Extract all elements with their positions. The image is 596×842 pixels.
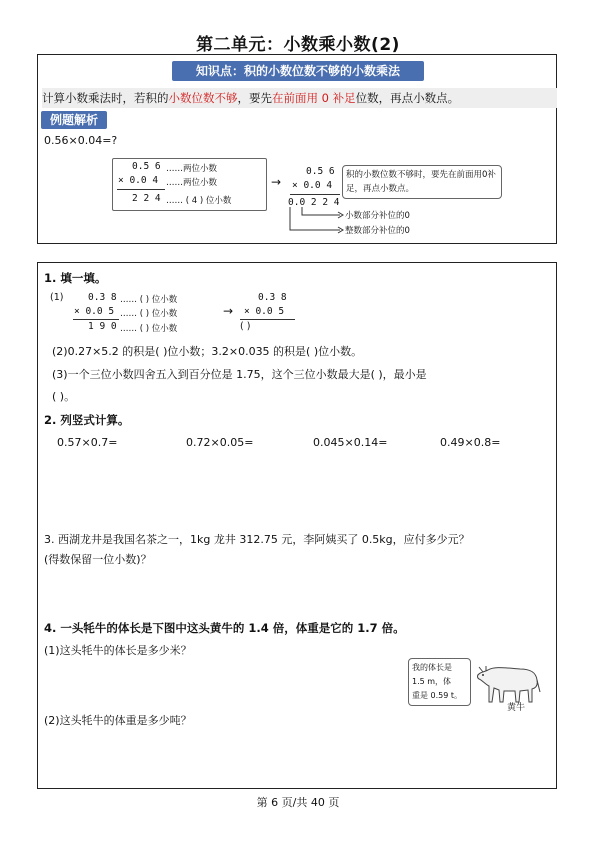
example-note2: ……两位小数 [166,178,218,188]
q2-title: 2. 列竖式计算。 [44,413,130,427]
q1-b-underline [240,319,295,320]
q4-sub2: (2)这头牦牛的体重是多少吨？ [44,714,192,727]
q2-item: 0.57×0.7= [57,436,118,449]
rule-part4: 在前面用 0 补足 [272,91,356,105]
arrow-small-part [302,207,340,215]
example-result-line3: 0.0 2 2 4 [288,197,340,208]
cow-label: 黄牛 [507,703,526,713]
q4-sub1: (1)这头牦牛的体长是多少米？ [44,644,192,657]
example-result-underline [290,194,340,195]
q1-b-answer-blank[interactable]: ( ) [240,321,251,332]
example-line3: 2 2 4 [132,193,161,204]
example-note1: ……两位小数 [166,164,218,174]
q1-a-note2: …… ( ) 位小数 [120,309,178,319]
exercise-box [37,262,557,789]
example-label1: 小数部分补位的0 [345,211,410,221]
cow-speech-bubble [408,658,471,706]
rule-part2: 小数位数不够 [168,91,238,105]
example-side-note: 积的小数位数不够时，要先在前面用0补足，再点小数点。 [342,165,502,199]
example-result-line2: × 0.0 4 [292,180,333,191]
bubble-line3: 重是 0.59 t。 [412,691,463,700]
q2-item: 0.49×0.8= [440,436,501,449]
example-label2: 整数部分补位的0 [345,226,410,236]
example-line2: × 0.0 4 [118,175,159,186]
page-footer: 第 6 页/共 40 页 [256,796,340,809]
q1-a-line2: × 0.0 5 [74,306,115,317]
q2-item: 0.72×0.05= [186,436,254,449]
q1-a-line3: 1 9 0 [88,321,117,332]
rule-part3: ，要先 [237,91,272,105]
bubble-line2: 1.5 m，体 [412,677,452,686]
q1-a-note3: …… ( ) 位小数 [120,324,178,334]
q1-a-note1: …… ( ) 位小数 [120,295,178,305]
knowledge-point-banner: 知识点：积的小数位数不够的小数乘法 [172,61,424,81]
q1-a-underline [73,319,119,320]
q1-sub3-line2: ( )。 [52,390,76,403]
q1-title: 1. 填一填。 [44,271,107,285]
q1-sub3-line1: (3)一个三位小数四舍五入到百分位是 1.75，这个三位小数最大是( )，最小是 [52,368,427,381]
example-note3: …… ( 4 ) 位小数 [166,196,232,206]
q1-sub2: (2)0.27×5.2 的积是( )位小数；3.2×0.035 的积是( )位小数。 [52,345,363,358]
rule-text [42,88,557,108]
example-result-line1: 0.5 6 [306,166,335,177]
q3-line1: 3. 西湖龙井是我国名茶之一，1kg 龙井 312.75 元，李阿姨买了 0.5kg，应付多少元？ [44,533,470,546]
q1-b-line1: 0.3 8 [258,292,287,303]
arrow-icon: → [271,175,282,189]
page-title: 第二单元：小数乘小数(2) [196,35,400,55]
example-tag: 例题解析 [41,111,107,129]
example-question: 0.56×0.04=? [44,134,118,147]
q1-sub1-label: (1) [50,292,64,303]
arrow-integer-part [290,207,340,230]
q1-a-line1: 0.3 8 [88,292,117,303]
q1-arrow-icon: → [223,304,234,318]
q4-title: 4. 一头牦牛的体长是下图中这头黄牛的 1.4 倍，体重是它的 1.7 倍。 [44,621,405,635]
rule-part1: 计算小数乘法时，若积的 [42,91,169,105]
bubble-line1: 我的体长是 [412,663,452,672]
rule-part5: 位数，再点小数点。 [355,91,460,105]
q1-b-line2: × 0.0 5 [244,306,285,317]
q3-line2: (得数保留一位小数)？ [44,553,152,566]
example-line1: 0.5 6 [132,161,161,172]
q2-item: 0.045×0.14= [313,436,388,449]
example-underline [117,189,165,190]
